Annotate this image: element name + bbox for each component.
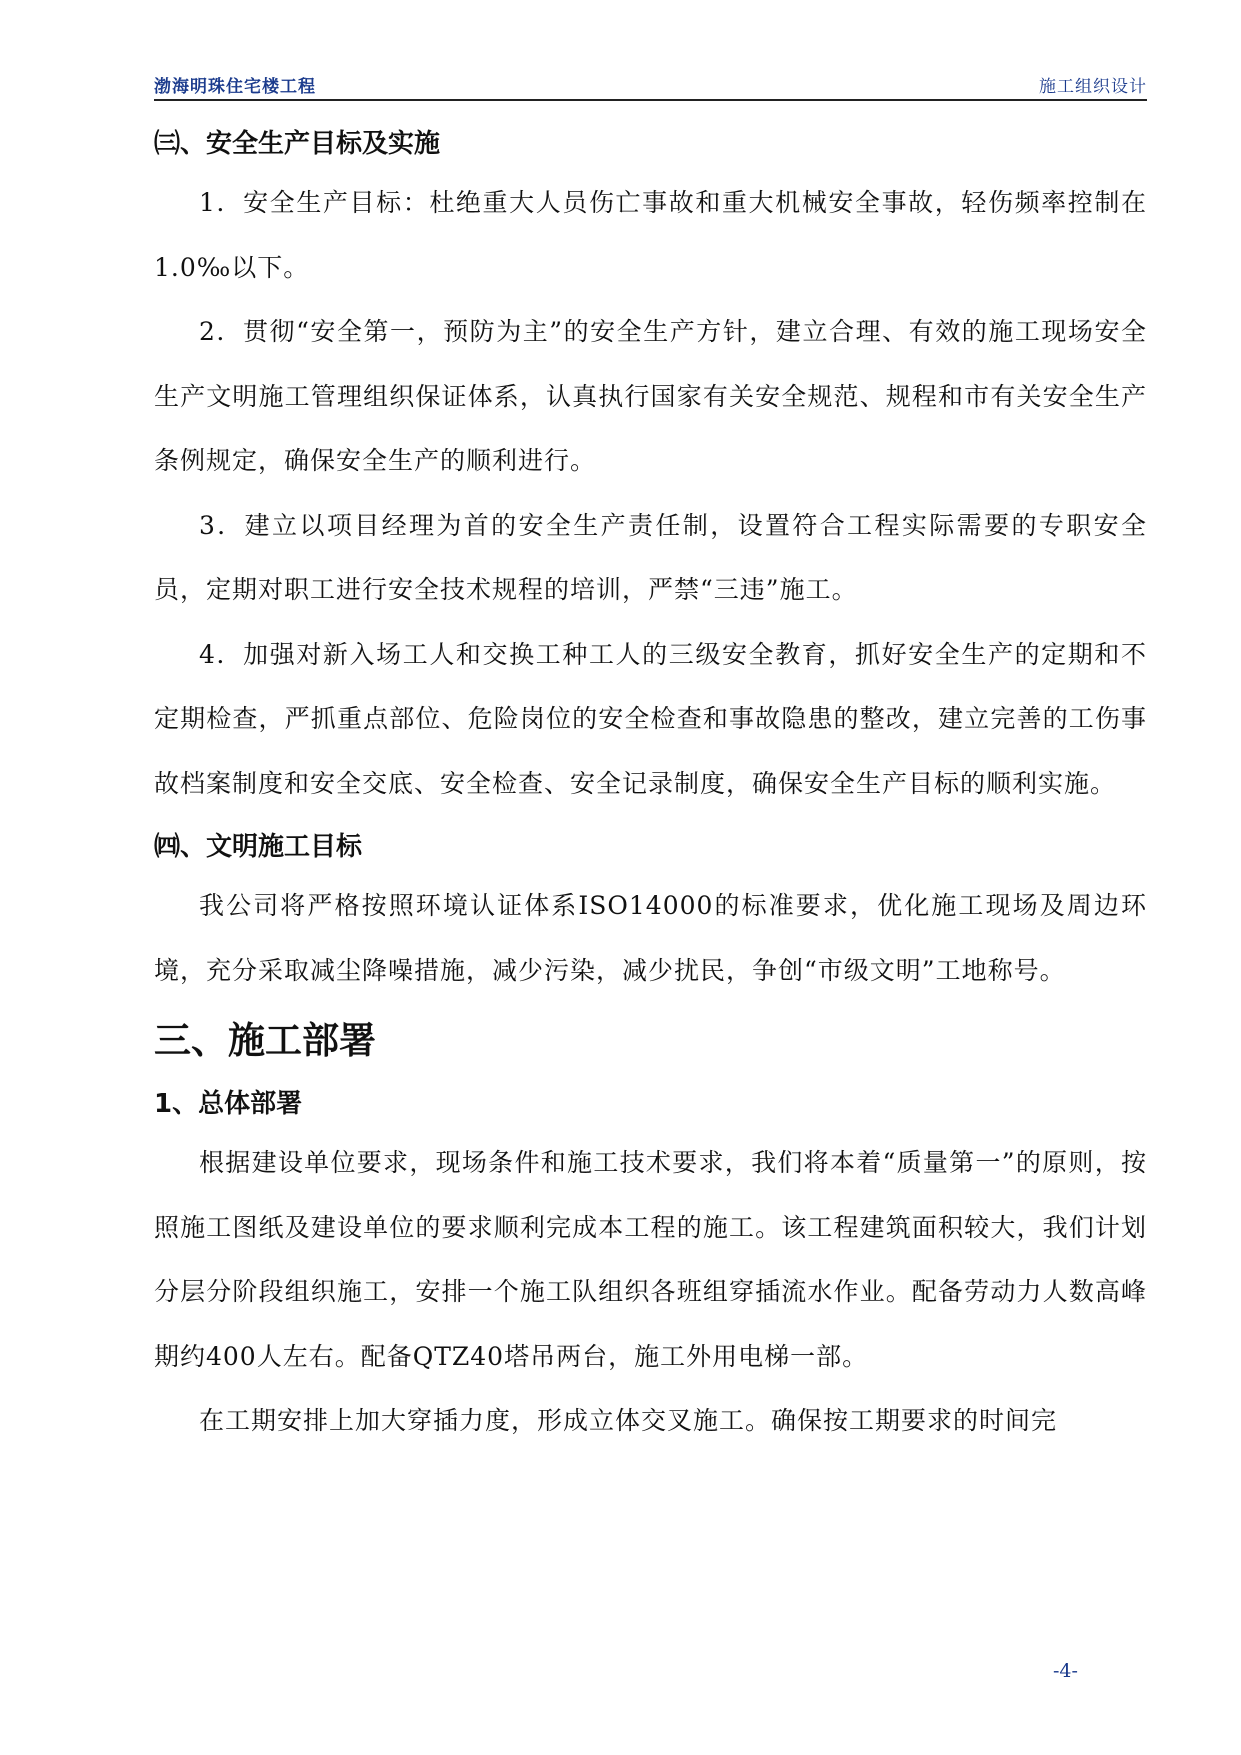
document-body bbox=[154, 113, 1147, 1454]
paragraph-safety-3: 3．建立以项目经理为首的安全生产责任制，设置符合工程实际需要的专职安全员，定期对职工进行安全技术规程的培训，严禁“三违”施工。 bbox=[154, 510, 1147, 604]
paragraph-safety-4: 4．加强对新入场工人和交换工种工人的三级安全教育，抓好安全生产的定期和不定期检查，严抓重点部位、危险岗位的安全检查和事故隐患的整改，建立完善的工伤事故档案制度和安全交底、安全检查、安全记录制度，确保安全生产目标的顺利实施。 bbox=[154, 639, 1147, 798]
page-header bbox=[154, 72, 1147, 102]
subsection-heading-overall: 1、总体部署 bbox=[154, 1089, 303, 1119]
section-heading-safety: ㈢、安全生产目标及实施 bbox=[154, 129, 441, 159]
paragraph-safety-2: 2．贯彻“安全第一，预防为主”的安全生产方针，建立合理、有效的施工现场安全生产文明施工管理组织保证体系，认真执行国家有关安全规范、规程和市有关安全生产条例规定，确保安全生产的顺利进行。 bbox=[154, 317, 1147, 475]
paragraph-overall-2: 在工期安排上加大穿插力度，形成立体交叉施工。确保按工期要求的时间完 bbox=[199, 1406, 1058, 1435]
page-number: -4- bbox=[1053, 1660, 1078, 1682]
chapter-heading-deployment: 三、施工部署 bbox=[154, 1019, 376, 1062]
paragraph-overall-1: 根据建设单位要求，现场条件和施工技术要求，我们将本着“质量第一”的原则，按照施工图纸及建设单位的要求顺利完成本工程的施工。该工程建筑面积较大，我们计划分层分阶段组织施工，安排一个施工队组织各班组穿插流水作业。配备劳动力人数高峰期约400人左右。配备QTZ40塔吊两台，施工外用电梯一部。 bbox=[154, 1148, 1147, 1371]
header-divider bbox=[154, 99, 1147, 101]
paragraph-safety-1: 1．安全生产目标：杜绝重大人员伤亡事故和重大机械安全事故，轻伤频率控制在1.0‰以下。 bbox=[154, 188, 1147, 282]
paragraph-civilized-1: 我公司将严格按照环境认证体系ISO14000的标准要求，优化施工现场及周边环境，充分采取减尘降噪措施，减少污染，减少扰民，争创“市级文明”工地称号。 bbox=[154, 891, 1147, 985]
section-heading-civilized: ㈣、文明施工目标 bbox=[154, 832, 363, 862]
header-project-name: 渤海明珠住宅楼工程 bbox=[154, 77, 316, 97]
header-document-type: 施工组织设计 bbox=[1039, 77, 1147, 97]
